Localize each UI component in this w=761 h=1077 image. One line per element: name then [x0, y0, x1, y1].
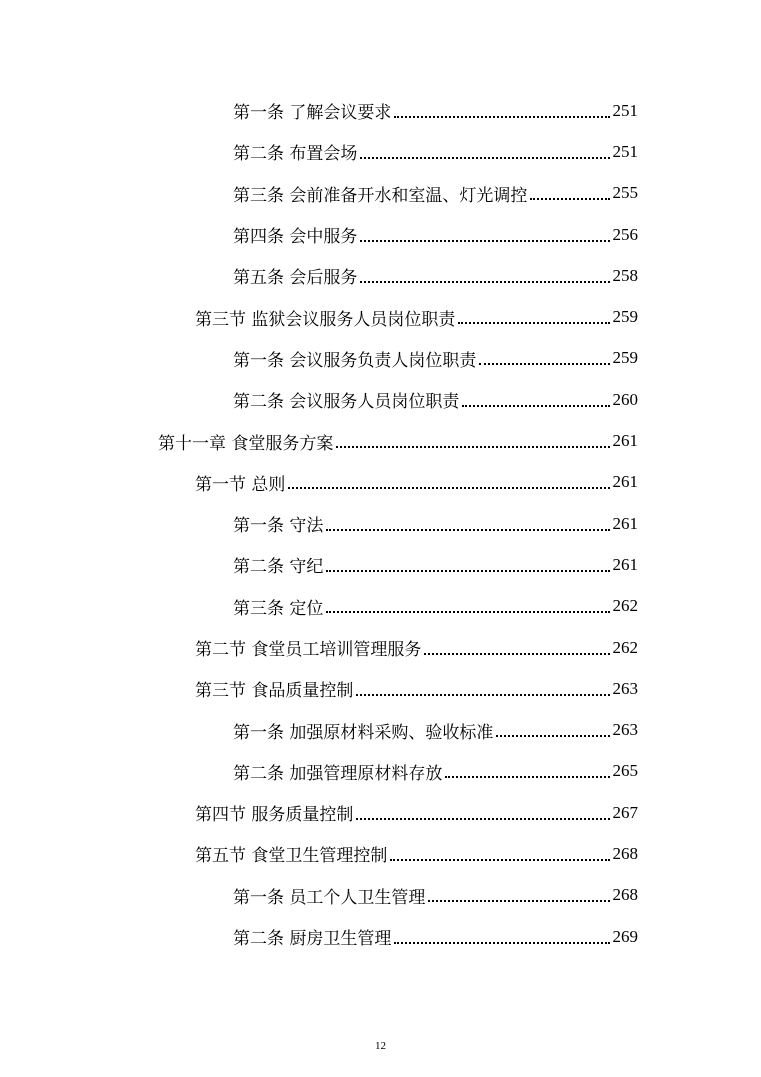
toc-entry-page: 261	[612, 554, 638, 574]
toc-entry-page: 261	[612, 431, 638, 451]
toc-entry[interactable]	[0, 131, 761, 172]
toc-entry-title: 第二节 食堂员工培训管理服务	[195, 640, 422, 660]
toc-entry-title: 第十一章 食堂服务方案	[158, 433, 334, 454]
toc-entry[interactable]	[0, 668, 761, 709]
toc-entry-title: 第一条 员工个人卫生管理	[233, 887, 426, 908]
toc-dot-leader	[479, 363, 609, 365]
toc-entry-title: 第二条 守纪	[233, 557, 324, 578]
toc-entry[interactable]	[0, 833, 761, 874]
toc-entry-page: 251	[612, 100, 638, 120]
toc-dot-leader	[356, 818, 609, 820]
toc-dot-leader	[360, 240, 609, 242]
toc-dot-leader	[326, 570, 609, 572]
toc-entry-page: 263	[612, 678, 638, 698]
toc-entry-title: 第一条 加强原材料采购、验收标准	[233, 722, 494, 743]
toc-entry-title: 第三节 监狱会议服务人员岗位职责	[195, 309, 456, 330]
toc-entry-title: 第二条 会议服务人员岗位职责	[233, 392, 460, 413]
toc-entry-page: 259	[612, 348, 638, 368]
toc-entry[interactable]	[0, 627, 761, 668]
toc-entry-page: 265	[612, 761, 638, 781]
toc-dot-leader	[445, 776, 609, 778]
toc-entry-page: 268	[612, 885, 638, 905]
toc-entry-title: 第四节 服务质量控制	[195, 805, 354, 826]
toc-entry-title: 第二条 加强管理原材料存放	[233, 763, 443, 784]
toc-dot-leader	[326, 529, 609, 531]
toc-entry-title: 第二条 布置会场	[233, 144, 358, 165]
toc-entry[interactable]	[0, 173, 761, 214]
toc-dot-leader	[424, 653, 609, 655]
toc-entry[interactable]	[0, 503, 761, 544]
toc-dot-leader	[390, 859, 609, 861]
toc-dot-leader	[360, 281, 609, 283]
toc-dot-leader	[462, 405, 609, 407]
toc-dot-leader	[326, 611, 609, 613]
toc-dot-leader	[428, 900, 609, 902]
toc-entry-title: 第一条 守法	[233, 516, 324, 537]
toc-entry[interactable]	[0, 255, 761, 296]
toc-entry-title: 第一节 总则	[195, 474, 286, 495]
toc-entry-page: 262	[612, 637, 638, 657]
toc-dot-leader	[394, 942, 609, 944]
toc-entry-title: 第一条 了解会议要求	[233, 103, 392, 124]
toc-entry-title: 第二条 厨房卫生管理	[233, 929, 392, 950]
toc-entry-page: 260	[612, 389, 638, 409]
toc-entry-page: 261	[612, 472, 638, 492]
toc-entry-title: 第一条 会议服务负责人岗位职责	[233, 350, 477, 371]
toc-entry[interactable]	[0, 544, 761, 585]
toc-entry-title: 第四条 会中服务	[233, 227, 358, 248]
toc-entry[interactable]	[0, 751, 761, 792]
toc-entry-page: 255	[612, 183, 638, 203]
toc-dot-leader	[360, 157, 609, 159]
toc-entry[interactable]	[0, 338, 761, 379]
toc-entry[interactable]	[0, 586, 761, 627]
toc-entry-page: 258	[612, 265, 638, 285]
toc-entry[interactable]	[0, 90, 761, 131]
toc-entry[interactable]	[0, 462, 761, 503]
toc-entry-page: 263	[612, 720, 638, 740]
toc-entry[interactable]	[0, 875, 761, 916]
toc-entry[interactable]	[0, 916, 761, 957]
toc-entry-page: 262	[612, 596, 638, 616]
toc-entry-title: 第五节 食堂卫生管理控制	[195, 846, 388, 867]
toc-entry-title: 第五条 会后服务	[233, 268, 358, 289]
toc-dot-leader	[356, 694, 609, 696]
toc-entry-page: 267	[612, 802, 638, 822]
toc-dot-leader	[288, 487, 609, 489]
page-number: 12	[375, 1040, 386, 1052]
toc-entry[interactable]	[0, 379, 761, 420]
toc-dot-leader	[496, 735, 609, 737]
toc-entry[interactable]	[0, 296, 761, 337]
toc-dot-leader	[458, 322, 609, 324]
toc-entry-page: 251	[612, 141, 638, 161]
toc-entry[interactable]	[0, 420, 761, 461]
toc-dot-leader	[336, 446, 609, 448]
toc-entry[interactable]	[0, 214, 761, 255]
toc-entry-title: 第三条 会前准备开水和室温、灯光调控	[233, 185, 528, 206]
toc-entry-title: 第三条 定位	[233, 598, 324, 619]
toc-entry-page: 259	[612, 307, 638, 327]
toc-entry-page: 269	[612, 926, 638, 946]
table-of-contents	[0, 90, 761, 957]
toc-entry-page: 268	[612, 843, 638, 863]
toc-entry-page: 261	[612, 513, 638, 533]
toc-entry-page: 256	[612, 224, 638, 244]
toc-entry[interactable]	[0, 709, 761, 750]
toc-dot-leader	[530, 198, 609, 200]
toc-entry[interactable]	[0, 792, 761, 833]
toc-entry-title: 第三节 食品质量控制	[195, 681, 354, 702]
toc-dot-leader	[394, 116, 609, 118]
